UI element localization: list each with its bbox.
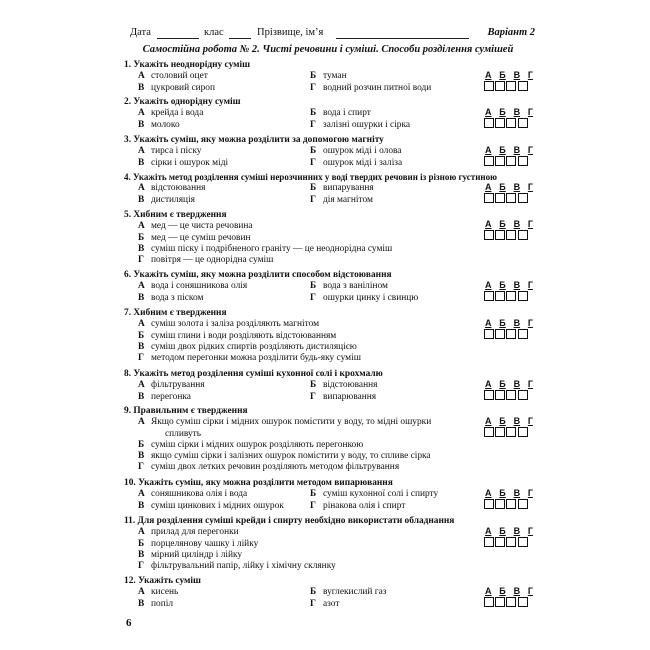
option-b: Б відстоювання [310, 380, 378, 391]
answer-box-a[interactable] [484, 156, 494, 166]
answer-letters: А Б В Г [485, 145, 533, 155]
answer-box-c[interactable] [506, 499, 516, 509]
answer-letters: А Б В Г [485, 379, 533, 389]
answer-grid-9 [484, 416, 534, 437]
option-a: А відстоювання [138, 183, 206, 194]
answer-box-c[interactable] [506, 537, 516, 547]
answer-letters: А Б В Г [485, 416, 533, 426]
question-10 [124, 478, 538, 512]
answer-letters: А Б В Г [485, 107, 533, 117]
question-text: 10. Укажіть суміш, яку можна розділити методом випарювання [124, 478, 393, 488]
header [130, 27, 535, 41]
answer-grid-1 [484, 70, 534, 91]
answer-letters: А Б В Г [485, 280, 533, 290]
answer-box-c[interactable] [506, 193, 516, 203]
option-c: В мірний циліндр і лійку [138, 549, 243, 560]
class-blank [229, 38, 251, 39]
option-c: В суміш піску і подрібненого граніту — це неоднорідна суміш [138, 243, 393, 254]
answer-grid-5 [484, 219, 534, 240]
answer-box-b[interactable] [495, 427, 505, 437]
answer-box-a[interactable] [484, 329, 494, 339]
question-6 [124, 270, 538, 304]
option-d: Г ошурок міді і заліза [310, 157, 403, 168]
option-b: Б суміш кухонної солі і спирту [310, 489, 439, 500]
option-b: Б ошурок міді і олова [310, 146, 402, 157]
question-text: 2. Укажіть однорідну суміш [124, 97, 241, 107]
answer-grid-12 [484, 586, 534, 607]
answer-grid-2 [484, 107, 534, 128]
option-b: Б порцелянову чашку і лійку [138, 538, 259, 549]
option-d: Г азот [310, 598, 340, 609]
answer-grid-3 [484, 145, 534, 166]
answer-letters: А Б В Г [485, 318, 533, 328]
option-a: А мед — це чиста речовина [138, 221, 253, 232]
option-a-continuation: спливуть [165, 428, 202, 439]
option-d: Г водний розчин питної води [310, 82, 432, 93]
option-b: Б туман [310, 71, 347, 82]
answer-box-d[interactable] [518, 81, 528, 91]
answer-letters: А Б В Г [485, 70, 533, 80]
option-a: А крейда і вода [138, 108, 204, 119]
option-c: В вода з піском [138, 292, 204, 303]
name-label: Прізвище, ім’я [257, 27, 324, 38]
question-text: 8. Укажіть метод розділення суміші кухонної солі і крохмалю [124, 369, 383, 379]
option-b: Б випарування [310, 183, 374, 194]
option-a: А суміш золота і заліза розділяють магнітом [138, 319, 320, 330]
option-d: Г методом перегонки можна розділити будь-яку суміш [138, 353, 361, 364]
answer-box-b[interactable] [495, 499, 505, 509]
answer-box-b[interactable] [495, 230, 505, 240]
question-text: 12. Укажіть суміш [124, 576, 201, 586]
answer-grid-11 [484, 526, 534, 547]
answer-box-a[interactable] [484, 118, 494, 128]
option-a: А столовий оцет [138, 71, 208, 82]
question-1 [124, 60, 538, 94]
question-text: 1. Укажіть неоднорідну суміш [124, 60, 251, 70]
answer-box-a[interactable] [484, 537, 494, 547]
class-label: клас [204, 27, 224, 38]
answer-box-b[interactable] [495, 193, 505, 203]
answer-box-d[interactable] [518, 291, 528, 301]
answer-box-a[interactable] [484, 427, 494, 437]
answer-box-d[interactable] [518, 156, 528, 166]
answer-box-a[interactable] [484, 81, 494, 91]
option-c: В цукровий сироп [138, 82, 216, 93]
option-c: В попіл [138, 598, 174, 609]
answer-box-d[interactable] [518, 499, 528, 509]
date-blank [157, 38, 199, 39]
answer-box-b[interactable] [495, 291, 505, 301]
date-label: Дата [130, 27, 151, 38]
variant-label: Варіант 2 [487, 27, 535, 38]
answer-box-d[interactable] [518, 193, 528, 203]
question-9 [124, 406, 538, 474]
answer-box-d[interactable] [518, 118, 528, 128]
option-d: Г залізні ошурки і сірка [310, 119, 411, 130]
option-d: Г випарювання [310, 391, 377, 402]
question-2 [124, 97, 538, 131]
question-text: 6. Укажіть суміш, яку можна розділити способом відстоювання [124, 270, 392, 280]
answer-grid-6 [484, 280, 534, 301]
option-a: А прилад для перегонки [138, 527, 239, 538]
answer-letters: А Б В Г [485, 526, 533, 536]
option-d: Г ошурки цинку і свинцю [310, 292, 419, 303]
answer-grid-4 [484, 182, 534, 203]
answer-box-d[interactable] [518, 537, 528, 547]
question-11 [124, 516, 538, 572]
question-text: 11. Для розділення суміші крейди і спирту необхідно використати обладнання [124, 516, 455, 526]
answer-letters: А Б В Г [485, 219, 533, 229]
answer-box-a[interactable] [484, 499, 494, 509]
option-a: А вода і соняшникова олія [138, 281, 248, 292]
answer-box-d[interactable] [518, 329, 528, 339]
question-12 [124, 576, 538, 610]
answer-box-a[interactable] [484, 230, 494, 240]
option-a: А кисень [138, 587, 179, 598]
answer-box-d[interactable] [518, 427, 528, 437]
option-c: В перегонка [138, 391, 191, 402]
question-3 [124, 135, 538, 169]
answer-box-c[interactable] [506, 329, 516, 339]
question-5 [124, 210, 538, 266]
answer-box-c[interactable] [506, 291, 516, 301]
answer-grid-10 [484, 488, 534, 509]
option-d: Г суміш двох летких речовин розділяють методом фільтрування [138, 462, 400, 473]
answer-box-c[interactable] [506, 118, 516, 128]
answer-box-c[interactable] [506, 81, 516, 91]
answer-box-d[interactable] [518, 390, 528, 400]
answer-box-c[interactable] [506, 230, 516, 240]
option-a: А тирса і піску [138, 146, 202, 157]
option-b: Б вода з ваніліном [310, 281, 388, 292]
answer-box-c[interactable] [506, 427, 516, 437]
option-b: Б мед — це суміш речовин [138, 232, 251, 243]
question-4 [124, 172, 538, 206]
option-c: В суміш двох рідких спиртів розділяють дистиляцією [138, 341, 357, 352]
answer-box-c[interactable] [506, 390, 516, 400]
option-b: Б суміш глини і води розділяють відстоюванням [138, 330, 337, 341]
name-blank [336, 38, 469, 39]
answer-box-b[interactable] [495, 156, 505, 166]
option-c: В сірки і ошурок міді [138, 157, 229, 168]
answer-letters: А Б В Г [485, 488, 533, 498]
answer-letters: А Б В Г [485, 182, 533, 192]
option-c: В суміш цинкових і мідних ошурок [138, 500, 284, 511]
option-d: Г повітря — це однорідна суміш [138, 255, 274, 266]
page-number: 6 [126, 617, 132, 629]
answer-box-a[interactable] [484, 193, 494, 203]
answer-grid-8 [484, 379, 534, 400]
answer-box-b[interactable] [495, 537, 505, 547]
option-c: В якщо суміш сірки і залізних ошурок помістити у воду, то спливе сірка [138, 451, 431, 462]
option-d: Г рінакова олія і спирт [310, 500, 406, 511]
answer-box-c[interactable] [506, 156, 516, 166]
option-a: А Якщо суміш сірки і мідних ошурок помістити у воду, то мідні ошурки [138, 417, 432, 428]
question-text: 9. Правильним є твердження [124, 406, 248, 416]
question-text: 4. Укажіть метод розділення суміші нерозчинних у воді твердих речовин із різною густиною [124, 172, 497, 182]
question-8 [124, 369, 538, 403]
option-d: Г дія магнітом [310, 194, 373, 205]
option-a: А соняшникова олія і вода [138, 489, 248, 500]
answer-box-a[interactable] [484, 597, 494, 607]
option-d: Г фільтрувальний папір, лійку і хімічну склянку [138, 561, 336, 572]
answer-grid-7 [484, 318, 534, 339]
answer-box-b[interactable] [495, 118, 505, 128]
answer-box-d[interactable] [518, 230, 528, 240]
question-text: 5. Хибним є твердження [124, 210, 227, 220]
question-text: 7. Хибним є твердження [124, 308, 227, 318]
option-c: В молоко [138, 119, 180, 130]
answer-box-b[interactable] [495, 329, 505, 339]
answer-box-b[interactable] [495, 81, 505, 91]
option-a: А фільтрування [138, 380, 205, 391]
worksheet-title: Самостійна робота № 2. Чисті речовини і суміші. Способи розділення сумішей [142, 44, 514, 55]
answer-box-a[interactable] [484, 291, 494, 301]
answer-box-b[interactable] [495, 390, 505, 400]
answer-box-c[interactable] [506, 597, 516, 607]
question-7 [124, 308, 538, 364]
option-b: Б вода і спирт [310, 108, 371, 119]
option-c: В дистиляція [138, 194, 195, 205]
option-b: Б суміш сірки і мідних ошурок розділяють перегонкою [138, 439, 364, 450]
answer-letters: А Б В Г [485, 586, 533, 596]
answer-box-d[interactable] [518, 597, 528, 607]
answer-box-b[interactable] [495, 597, 505, 607]
option-b: Б вуглекислий газ [310, 587, 387, 598]
question-text: 3. Укажіть суміш, яку можна розділити за допомогою магніту [124, 135, 384, 145]
answer-box-a[interactable] [484, 390, 494, 400]
